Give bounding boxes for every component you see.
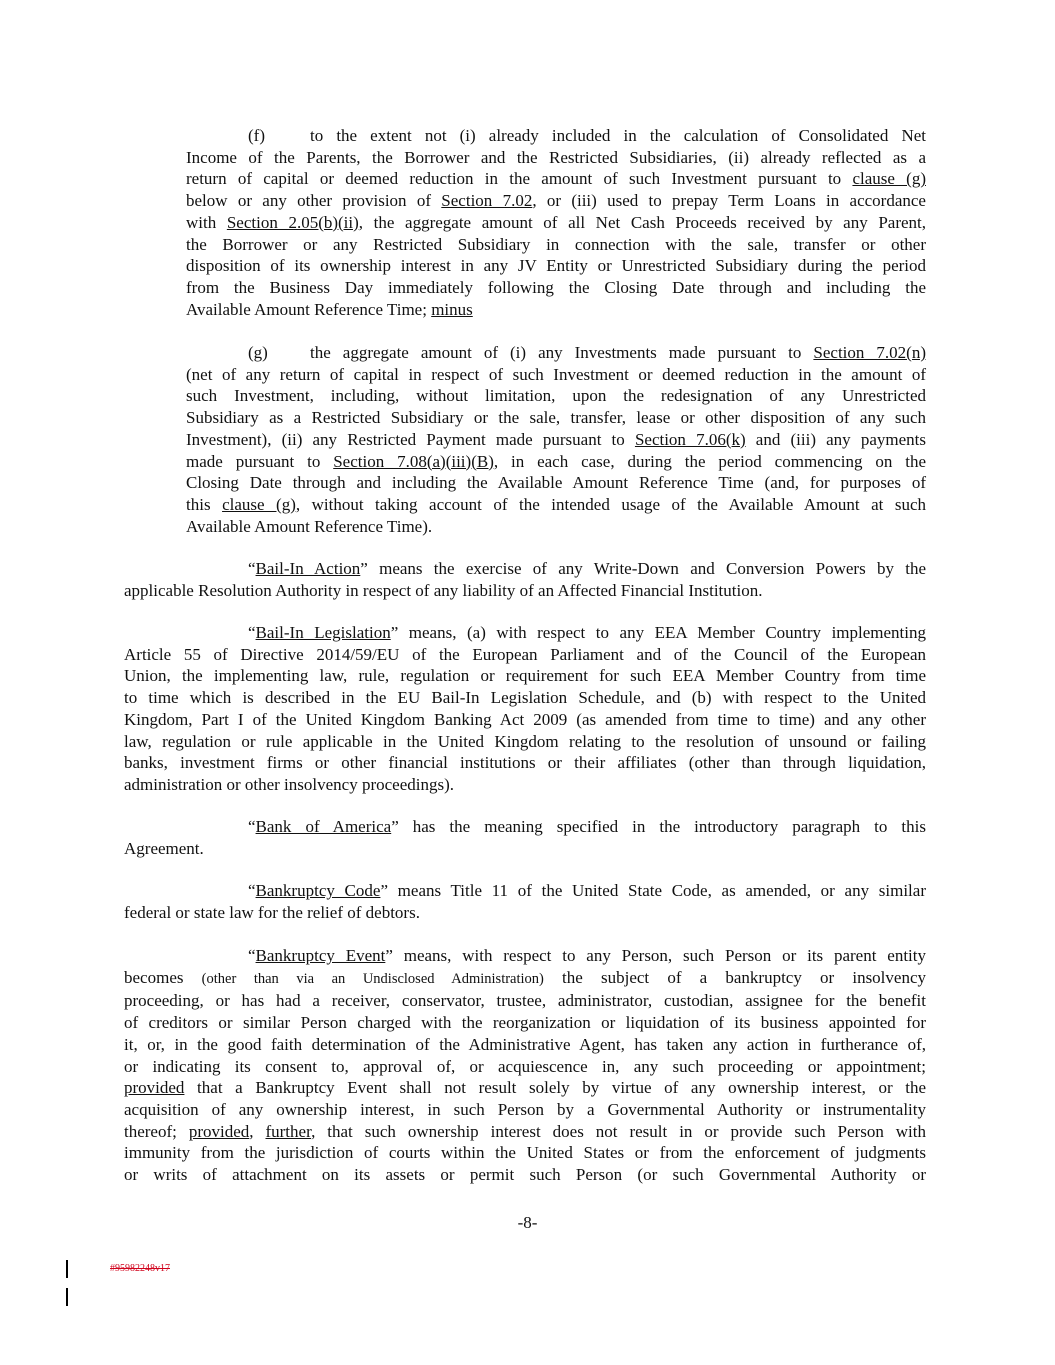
clause-number: (f): [248, 126, 265, 145]
definition-line: Article 55 of Directive 2014/59/EU of the European Parliament and of the Council of the European: [124, 644, 926, 664]
paragraph-g: [186, 342, 926, 537]
definition-line: “Bail-In Action” means the exercise of any Write-Down and Conversion Powers by the: [248, 559, 926, 578]
paragraph-g-line: Subsidiary as a Restricted Subsidiary or the sale, transfer, lease or other disposition of any such: [186, 408, 926, 428]
definition-line: or indicating its consent to, approval of, or acquiescence in, any such proceeding or appointment;: [124, 1056, 926, 1076]
paragraph-g-line: made pursuant to Section 7.08(a)(iii)(B), in each case, during the period commencing on the: [186, 451, 926, 471]
change-bar: [66, 1260, 68, 1278]
defined-term: Bank of America: [255, 817, 392, 836]
paragraph-f-line: disposition of its ownership interest in any JV Entity or Unrestricted Subsidiary during the period: [186, 256, 926, 276]
paragraph-f-line: below or any other provision of Section 7.02, or (iii) used to prepay Term Loans in accordance: [186, 191, 926, 211]
paragraph-f-line: Available Amount Reference Time; minus: [186, 299, 473, 319]
definition-line: “Bank of America” has the meaning specified in the introductory paragraph to this: [248, 817, 926, 836]
paragraph-f-line: from the Business Day immediately following the Closing Date through and including the: [186, 277, 926, 297]
proviso-term: provided: [188, 1121, 250, 1141]
cross-reference: Section 7.08(a)(iii)(B): [333, 451, 494, 471]
definition-line: immunity from the jurisdiction of courts within the United States or from the enforcement of judgments: [124, 1143, 926, 1163]
definition-line: federal or state law for the relief of debtors.: [124, 902, 420, 922]
definition-line: applicable Resolution Authority in respect of any liability of an Affected Financial Institution.: [124, 580, 763, 600]
cross-reference: clause (g): [222, 494, 296, 514]
definition-line: or writs of attachment on its assets or permit such Person (or such Governmental Authority or: [124, 1165, 926, 1185]
paragraph-g-line: (net of any return of capital in respect of such Investment or deemed reduction in the amount of: [186, 364, 926, 384]
definition-line: of creditors or similar Person charged with the reorganization or liquidation of its business appointed for: [124, 1013, 926, 1033]
definition-line: proceeding, or has had a receiver, conservator, trustee, administrator, custodian, assignee for the benefit: [124, 991, 926, 1011]
small-type-insert: (other than via an Undisclosed Administration): [201, 970, 544, 987]
definition-line: “Bankruptcy Event” means, with respect to any Person, such Person or its parent entity: [248, 946, 926, 965]
definition-line: it, or, in the good faith determination of the Administrative Agent, has taken any action in furtherance of,: [124, 1034, 926, 1054]
paragraph-f-line: return of capital or deemed reduction in the amount of such Investment pursuant to clause (g): [186, 169, 926, 189]
paragraph-f-line: with Section 2.05(b)(ii), the aggregate amount of all Net Cash Proceeds received by any Parent,: [186, 212, 927, 232]
paragraph-f-line: the Borrower or any Restricted Subsidiary in connection with the sale, transfer or other: [186, 234, 926, 254]
definition-line: acquisition of any ownership interest, in such Person by a Governmental Authority or instrumentality: [124, 1099, 926, 1119]
definition-line: banks, investment firms or other financial institutions or their affiliates (other than through liquidation,: [124, 753, 926, 773]
definition-bankruptcy-code: [124, 880, 926, 923]
clause-number: (g): [248, 343, 268, 362]
definition-line: administration or other insolvency proceedings).: [124, 774, 454, 794]
defined-term: Bankruptcy Event: [255, 946, 386, 965]
paragraph-g-line: Available Amount Reference Time).: [186, 516, 433, 536]
cross-reference: clause (g): [852, 169, 926, 189]
definition-line: to time which is described in the EU Bail-In Legislation Schedule, and (b) with respect to the United: [124, 688, 926, 708]
cross-reference: Section 7.02: [441, 191, 533, 211]
definition-bankruptcy-event: [124, 945, 926, 1186]
defined-term: Bail-In Legislation: [255, 623, 391, 642]
cross-reference: Section 7.02(n): [813, 343, 926, 362]
paragraph-f: [186, 125, 926, 320]
paragraph-g-line: Investment), (ii) any Restricted Payment made pursuant to Section 7.06(k) and (iii) any payments: [186, 429, 926, 449]
definition-line: thereof; provided, further, that such ownership interest does not result in or provide such Person with: [124, 1121, 927, 1141]
proviso-term: further: [265, 1121, 312, 1141]
definition-line: Kingdom, Part I of the United Kingdom Banking Act 2009 (as amended from time to time) and any other: [124, 709, 926, 729]
paragraph-f-line: (f) to the extent not (i) already included in the calculation of Consolidated Net: [248, 126, 926, 145]
definition-line: provided that a Bankruptcy Event shall not result solely by virtue of any ownership interest, or the: [124, 1078, 926, 1098]
paragraph-g-line: this clause (g), without taking account of the intended usage of the Available Amount at such: [186, 494, 926, 514]
paragraph-g-line: Closing Date through and including the Available Amount Reference Time (and, for purposes of: [186, 473, 926, 493]
defined-term: Bail-In Action: [255, 559, 361, 578]
change-bar: [66, 1288, 68, 1306]
definition-bail-in-action: [124, 558, 926, 601]
definition-bank-of-america: [124, 816, 926, 859]
paragraph-g-line: (g) the aggregate amount of (i) any Investments made pursuant to Section 7.02(n): [248, 343, 926, 362]
cross-reference: Section 7.06(k): [634, 429, 746, 449]
defined-term: Bankruptcy Code: [255, 881, 381, 900]
definition-line: becomes (other than via an Undisclosed Administration) the subject of a bankruptcy or insolvency: [124, 967, 926, 987]
definition-bail-in-legislation: [124, 622, 926, 796]
cross-reference: Section 2.05(b)(ii): [226, 212, 359, 232]
definition-line: Agreement.: [124, 838, 204, 858]
paragraph-f-line: Income of the Parents, the Borrower and the Restricted Subsidiaries, (ii) already reflected as a: [186, 147, 926, 167]
definition-line: Union, the implementing law, rule, regulation or requirement for such EEA Member Country from time: [124, 666, 926, 686]
page-number: -8-: [517, 1213, 538, 1232]
definition-line: “Bail-In Legislation” means, (a) with respect to any EEA Member Country implementing: [248, 623, 927, 642]
minus-term: minus: [431, 299, 473, 319]
proviso-term: provided: [124, 1078, 185, 1098]
document-id: #95982248v17: [110, 1263, 170, 1274]
paragraph-g-line: such Investment, including, without limitation, upon the redesignation of any Unrestricted: [186, 386, 926, 406]
definition-line: law, regulation or rule applicable in the United Kingdom relating to the resolution of unsound or failing: [124, 731, 926, 751]
definition-line: “Bankruptcy Code” means Title 11 of the United State Code, as amended, or any similar: [248, 881, 926, 900]
